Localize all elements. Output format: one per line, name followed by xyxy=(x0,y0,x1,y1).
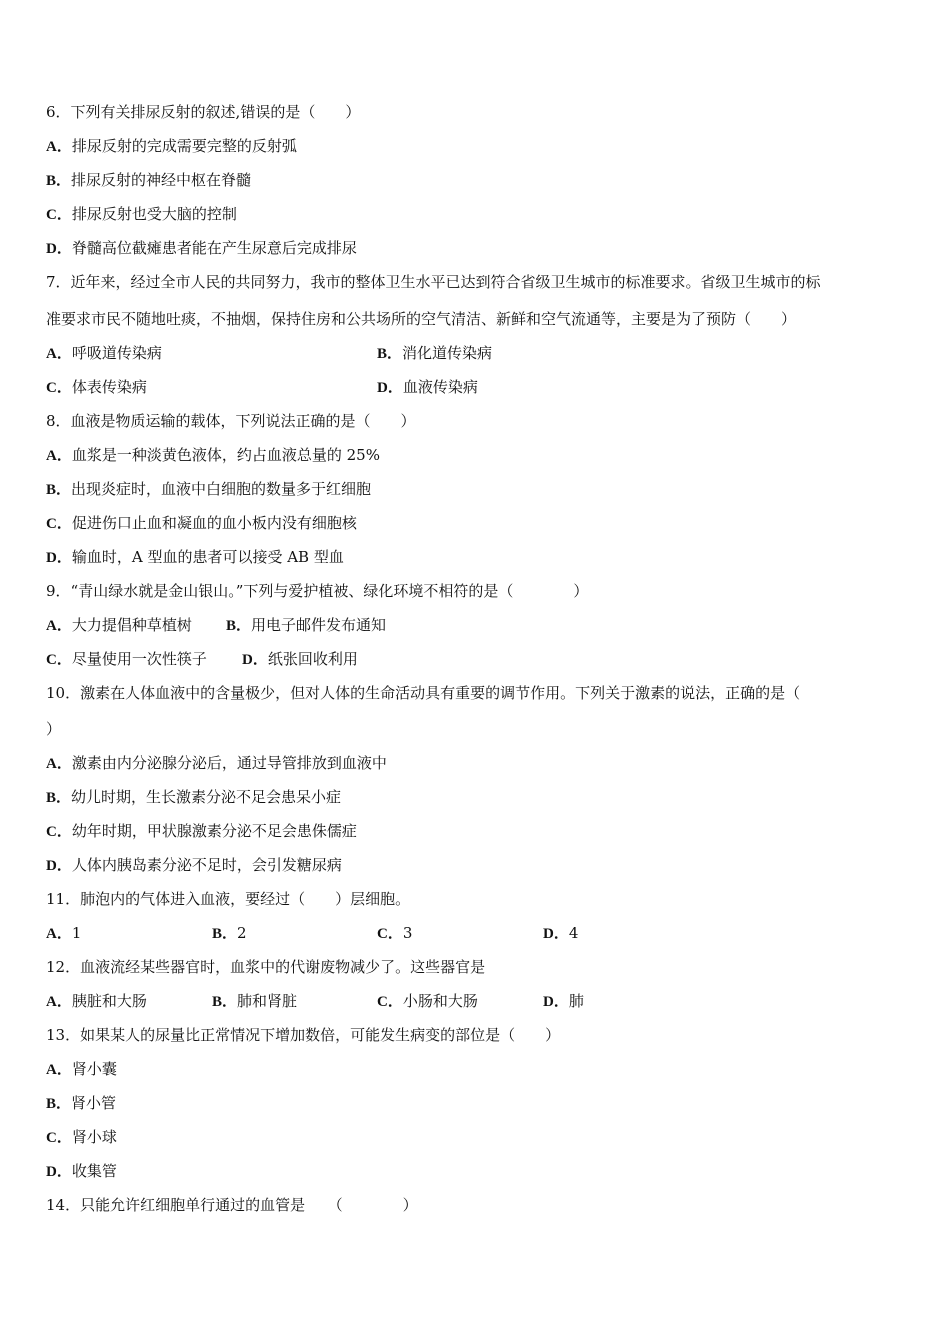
q7-stem-line1: 7．近年来，经过全市人民的共同努力，我市的整体卫生水平已达到符合省级卫生城市的标准要求。省级卫生城市的标 xyxy=(46,273,821,291)
q6-option-b: B．排尿反射的神经中枢在脊髓 xyxy=(46,171,252,189)
q11-option-c: C．3 xyxy=(377,924,413,942)
q8-option-b: B．出现炎症时，血液中白细胞的数量多于红细胞 xyxy=(46,480,372,498)
q8-stem: 8．血液是物质运输的载体，下列说法正确的是（ ） xyxy=(46,412,416,430)
q7-stem-line2: 准要求市民不随地吐痰，不抽烟，保持住房和公共场所的空气清洁、新鲜和空气流通等，主要是为了预防（ ） xyxy=(46,310,797,328)
q12-option-b: B．肺和肾脏 xyxy=(212,992,298,1010)
q11-option-d: D．4 xyxy=(543,924,579,942)
q12-stem: 12．血液流经某些器官时，血浆中的代谢废物减少了。这些器官是 xyxy=(46,958,486,976)
q8-option-c: C．促进伤口止血和凝血的血小板内没有细胞核 xyxy=(46,514,357,532)
q10-option-c: C．幼年时期，甲状腺激素分泌不足会患侏儒症 xyxy=(46,822,357,840)
q8-option-d: D．输血时，A 型血的患者可以接受 AB 型血 xyxy=(46,548,344,566)
q10-stem-line1: 10．激素在人体血液中的含量极少，但对人体的生命活动具有重要的调节作用。下列关于激素的说法，正确的是（ xyxy=(46,684,801,702)
q9-option-c: C．尽量使用一次性筷子 xyxy=(46,650,207,668)
q11-option-b: B．2 xyxy=(212,924,247,942)
q13-option-a: A．肾小囊 xyxy=(46,1060,117,1078)
q7-option-a: A．呼吸道传染病 xyxy=(46,344,162,362)
q11-option-a: A．1 xyxy=(46,924,82,942)
q10-option-a: A．激素由内分泌腺分泌后，通过导管排放到血液中 xyxy=(46,754,387,772)
q12-option-d: D．肺 xyxy=(543,992,584,1010)
q12-option-a: A．胰脏和大肠 xyxy=(46,992,147,1010)
q12-option-c: C．小肠和大肠 xyxy=(377,992,478,1010)
q13-option-d: D．收集管 xyxy=(46,1162,117,1180)
q8-option-a: A．血浆是一种淡黄色液体，约占血液总量的 25% xyxy=(46,446,380,464)
q9-option-a: A．大力提倡种草植树 xyxy=(46,616,192,634)
q11-stem: 11．肺泡内的气体进入血液，要经过（ ）层细胞。 xyxy=(46,890,411,908)
q10-option-b: B．幼儿时期，生长激素分泌不足会患呆小症 xyxy=(46,788,342,806)
q7-option-d: D．血液传染病 xyxy=(377,378,478,396)
q9-option-b: B．用电子邮件发布通知 xyxy=(226,616,387,634)
q13-option-b: B．肾小管 xyxy=(46,1094,117,1112)
q7-option-b: B．消化道传染病 xyxy=(377,344,493,362)
q9-stem: 9．“青山绿水就是金山银山。”下列与爱护植被、绿化环境不相符的是（ ） xyxy=(46,582,589,600)
q9-option-d: D．纸张回收利用 xyxy=(242,650,358,668)
q13-stem: 13．如果某人的尿量比正常情况下增加数倍，可能发生病变的部位是（ ） xyxy=(46,1026,561,1044)
q13-option-c: C．肾小球 xyxy=(46,1128,117,1146)
q6-option-c: C．排尿反射也受大脑的控制 xyxy=(46,205,237,223)
q7-option-c: C．体表传染病 xyxy=(46,378,147,396)
q14-stem: 14．只能允许红细胞单行通过的血管是 （ ） xyxy=(46,1196,418,1214)
q6-option-d: D．脊髓高位截瘫患者能在产生尿意后完成排尿 xyxy=(46,239,357,257)
q6-option-a: A．排尿反射的完成需要完整的反射弧 xyxy=(46,137,297,155)
q10-option-d: D．人体内胰岛素分泌不足时，会引发糖尿病 xyxy=(46,856,342,874)
q10-stem-line2: ） xyxy=(46,720,62,738)
q6-stem: 6．下列有关排尿反射的叙述,错误的是（ ） xyxy=(46,103,361,121)
